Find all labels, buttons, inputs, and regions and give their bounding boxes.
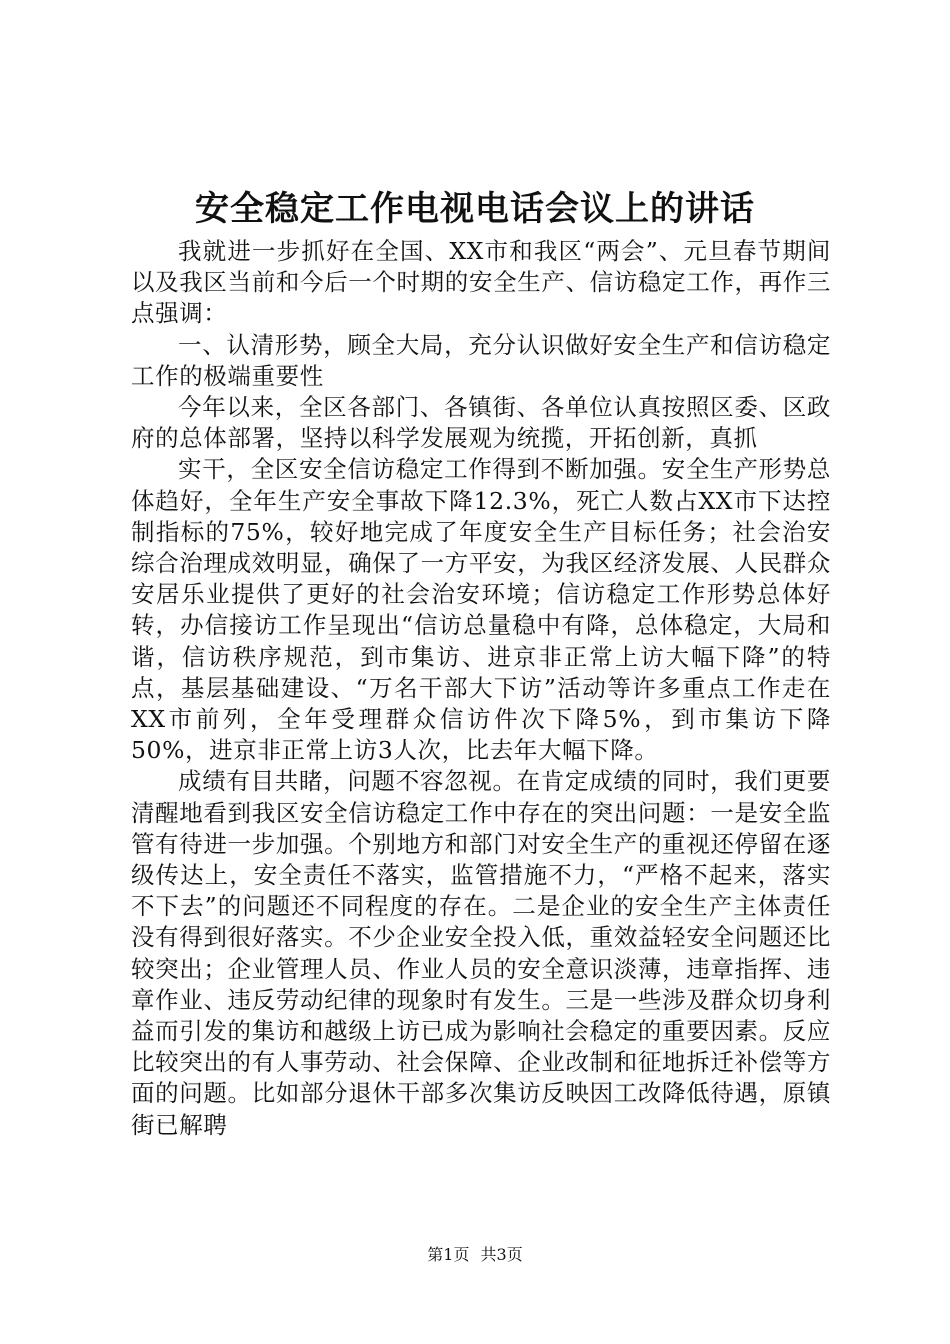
page-number: 第1页 <box>427 1245 470 1264</box>
section-heading-1: 一、认清形势，顾全大局，充分认识做好安全生产和信访稳定工作的极端重要性 <box>131 330 831 390</box>
paragraph-achievements: 实干，全区安全信访稳定工作得到不断加强。安全生产形势总体趋好，全年生产安全事故下降12.3%，死亡人数占XX市下达控制指标的75%，较好地完成了年度安全生产目标任务；社会治安综合治理成效明显，确保了一方平安，为我区经济发展、人民群众安居乐业提供了更好的社会治安环境；信访稳定工作形势总体好转，办信接访工作呈现出“信访总量稳中有降，总体稳定，大局和谐，信访秩序规范，到市集访、进京非正常上访大幅下降”的特点，基层基础建设、“万名干部大下访”活动等许多重点工作走在XX市前列，全年受理群众信访件次下降5%，到市集访下降50%，进京非正常上访3人次，比去年大幅下降。 <box>131 455 831 765</box>
paragraph-intro: 我就进一步抓好在全国、XX市和我区“两会”、元旦春节期间以及我区当前和今后一个时期的安全生产、信访稳定工作，再作三点强调： <box>131 237 831 328</box>
page-footer <box>0 1244 950 1266</box>
paragraph-this-year: 今年以来，全区各部门、各镇街、各单位认真按照区委、区政府的总体部署，坚持以科学发展观为统揽，开拓创新，真抓 <box>131 393 831 453</box>
document-title: 安全稳定工作电视电话会议上的讲话 <box>195 189 755 229</box>
page-total: 共3页 <box>480 1245 523 1264</box>
paragraph-problems: 成绩有目共睹，问题不容忽视。在肯定成绩的同时，我们更要清醒地看到我区安全信访稳定工作中存在的突出问题：一是安全监管有待进一步加强。个别地方和部门对安全生产的重视还停留在逐级传达上，安全责任不落实，监管措施不力，“严格不起来，落实不下去”的问题还不同程度的存在。二是企业的安全生产主体责任没有得到很好落实。不少企业安全投入低，重效益轻安全问题还比较突出；企业管理人员、作业人员的安全意识淡薄，违章指挥、违章作业、违反劳动纪律的现象时有发生。三是一些涉及群众切身利益而引发的集访和越级上访已成为影响社会稳定的重要因素。反应比较突出的有人事劳动、社会保障、企业改制和征地拆迁补偿等方面的问题。比如部分退休干部多次集访反映因工改降低待遇，原镇街已解聘 <box>131 767 831 1139</box>
document-body <box>131 236 831 1141</box>
